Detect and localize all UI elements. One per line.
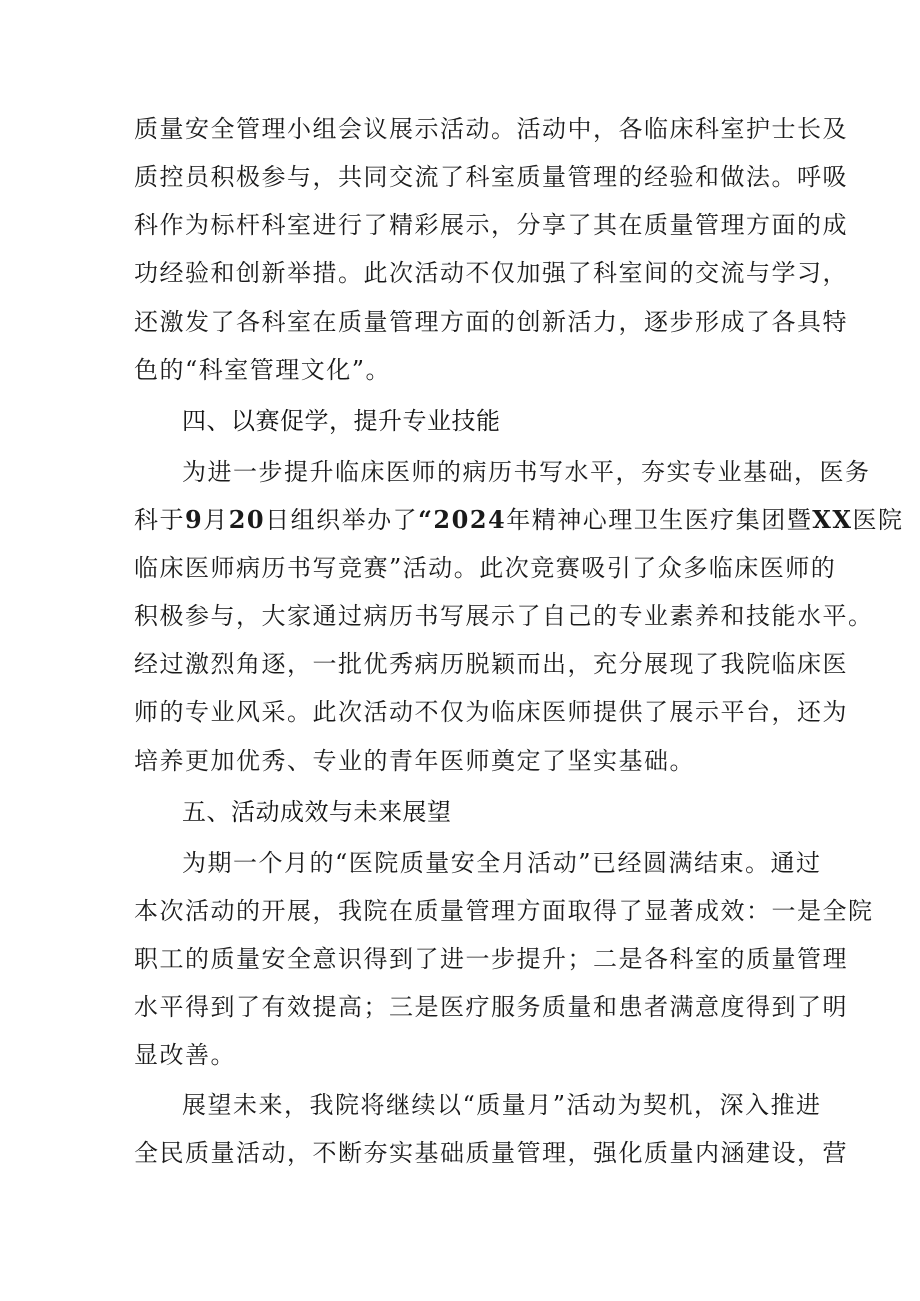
paragraph-line: 职工的质量安全意识得到了进一步提升；二是各科室的质量管理 [134, 945, 848, 973]
paragraph-line: 展望未来，我院将继续以“质量月”活动为契机，深入推进 [182, 1091, 822, 1119]
paragraph-line: 临床医师病历书写竞赛”活动。此次竞赛吸引了众多临床医师的 [134, 554, 837, 582]
text-run: 医院 [852, 506, 904, 534]
paragraph-line: 质量安全管理小组会议展示活动。活动中，各临床科室护士长及 [134, 115, 848, 143]
text-run-bold: XX [812, 505, 853, 534]
paragraph-line: 经过激烈角逐，一批优秀病历脱颖而出，充分展现了我院临床医 [134, 650, 848, 678]
text-run: 日组织举办了 [265, 506, 419, 534]
text-run-bold: 20 [228, 505, 266, 534]
paragraph-line: 水平得到了有效提高；三是医疗服务质量和患者满意度得到了明 [134, 993, 848, 1021]
paragraph-line: 显改善。 [134, 1041, 236, 1069]
paragraph-line: 质控员积极参与，共同交流了科室质量管理的经验和做法。呼吸 [134, 163, 848, 191]
paragraph-line: 全民质量活动，不断夯实基础质量管理，强化质量内涵建设，营 [134, 1139, 848, 1167]
paragraph-line: 还激发了各科室在质量管理方面的创新活力，逐步形成了各具特 [134, 308, 848, 336]
paragraph-line: 为期一个月的“医院质量安全月活动”已经圆满结束。通过 [182, 849, 822, 877]
text-run: 科于 [134, 506, 185, 534]
section-heading: 五、活动成效与未来展望 [182, 798, 452, 826]
section-heading: 四、以赛促学，提升专业技能 [182, 407, 501, 435]
paragraph-line: 为进一步提升临床医师的病历书写水平，夯实专业基础，医务 [182, 458, 871, 486]
paragraph-line-mixed [134, 503, 903, 537]
text-run-bold: “2024 [418, 505, 507, 534]
paragraph-line: 培养更加优秀、专业的青年医师奠定了坚实基础。 [134, 747, 695, 775]
paragraph-line: 科作为标杆科室进行了精彩展示，分享了其在质量管理方面的成 [134, 211, 848, 239]
paragraph-line: 积极参与，大家通过病历书写展示了自己的专业素养和技能水平。 [134, 602, 874, 630]
paragraph-line: 本次活动的开展，我院在质量管理方面取得了显著成效：一是全院 [134, 897, 874, 925]
paragraph-line: 功经验和创新举措。此次活动不仅加强了科室间的交流与学习， [134, 259, 848, 287]
text-run: 月 [203, 506, 229, 534]
text-run-bold: 9 [185, 505, 204, 534]
text-run: 年精神心理卫生医疗集团暨 [506, 506, 813, 534]
paragraph-line: 师的专业风采。此次活动不仅为临床医师提供了展示平台，还为 [134, 698, 848, 726]
paragraph-line: 色的“科室管理文化”。 [134, 356, 392, 384]
